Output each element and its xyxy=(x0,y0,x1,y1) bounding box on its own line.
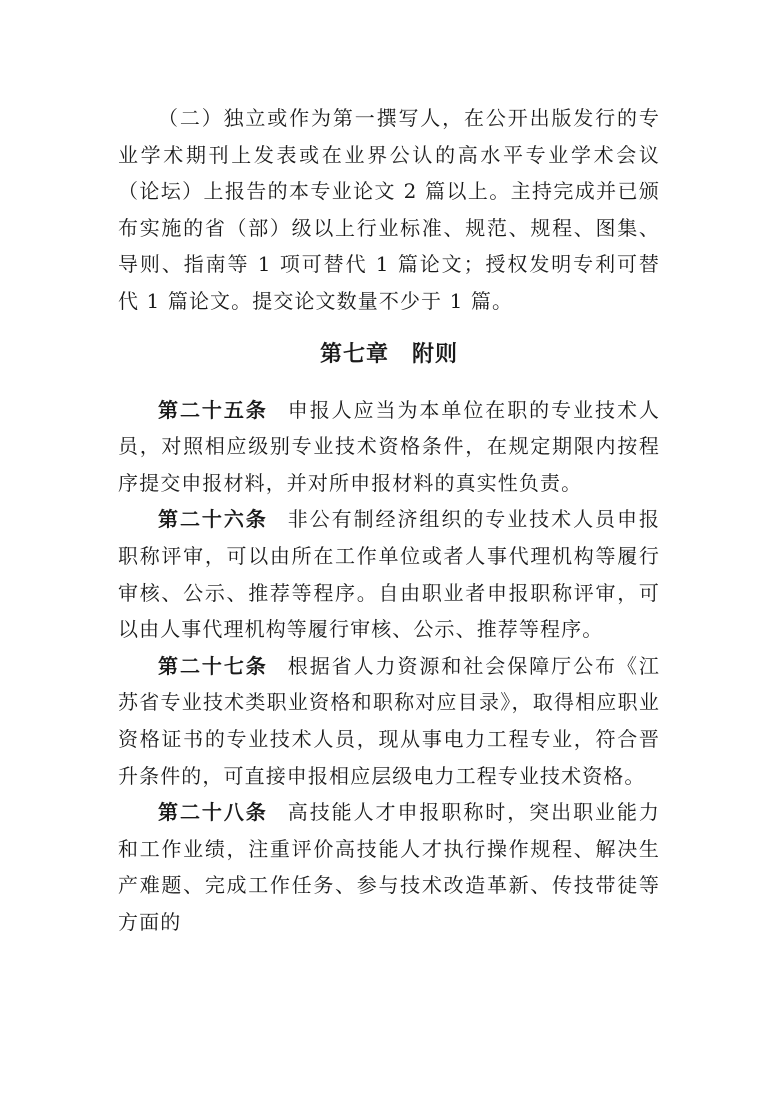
article-text: 非公有制经济组织的专业技术人员申报职称评审，可以由所在工作单位或者人事代理机构等履行审核、公示、推荐等程序。自由职业者申报职称评审，可以由人事代理机构等履行审核、公示、推荐等程序。 xyxy=(118,507,661,642)
article-28 xyxy=(118,794,660,940)
article-text: 申报人应当为本单位在职的专业技术人员，对照相应级别专业技术资格条件，在规定期限内按程序提交申报材料，并对所申报材料的真实性负责。 xyxy=(118,397,661,495)
article-26 xyxy=(118,501,660,647)
article-number: 第二十八条 xyxy=(158,800,268,825)
article-25 xyxy=(118,392,660,502)
article-number: 第二十五条 xyxy=(158,397,268,422)
article-number: 第二十六条 xyxy=(158,507,268,532)
article-text: 高技能人才申报职称时，突出职业能力和工作业绩，注重评价高技能人才执行操作规程、解决生产难题、完成工作任务、参与技术改造革新、传技带徒等方面的 xyxy=(118,800,661,934)
article-27 xyxy=(118,648,660,794)
document-body xyxy=(118,100,660,940)
chapter-title: 第七章 附则 xyxy=(319,340,458,367)
paragraph-papers-requirement: （二）独立或作为第一撰写人，在公开出版发行的专业学术期刊上发表或在业界公认的高水平专业学术会议（论坛）上报告的本专业论文 2 篇以上。主持完成并已颁布实施的省（部）级以上行业标准、规范、规程、图集、导则、指南等 1 项可替代 1 篇论文；授权发明专利可替代 1 篇论文。提交论文数量不少于 1 篇。 xyxy=(118,106,660,313)
article-text: 根据省人力资源和社会保障厅公布《江苏省专业技术类职业资格和职称对应目录》，取得相应职业资格证书的专业技术人员，现从事电力工程专业，符合晋升条件的，可直接申报相应层级电力工程专业技术资格。 xyxy=(118,653,661,788)
article-number: 第二十七条 xyxy=(158,653,268,678)
